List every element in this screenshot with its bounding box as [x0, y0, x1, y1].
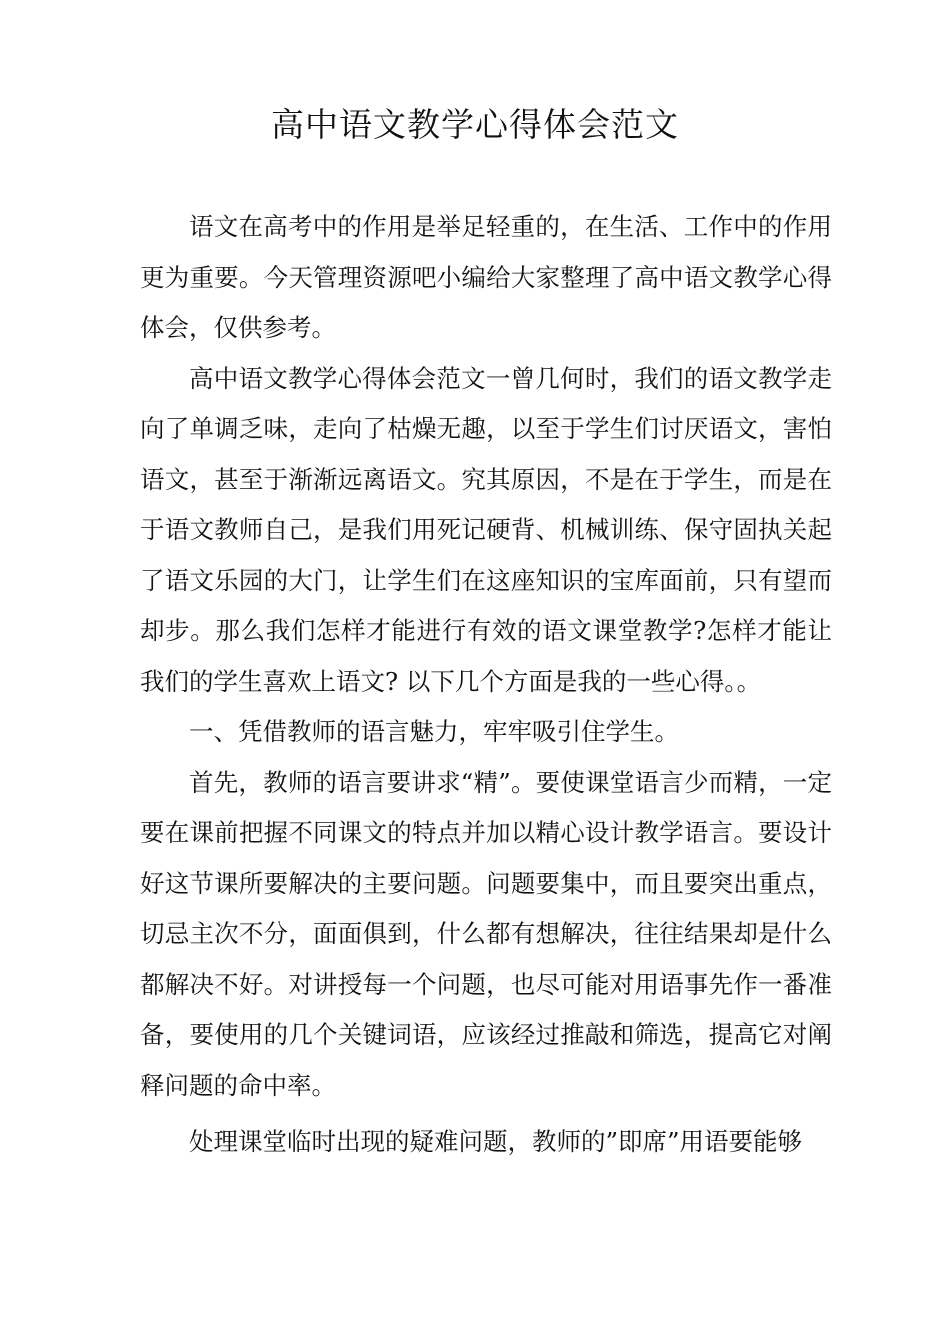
paragraph-language-precision: 首先，教师的语言要讲求“精”。要使课堂语言少而精，一定要在课前把握不同课文的特点并加以精心设计教学语言。要设计好这节课所要解决的主要问题。问题要集中，而且要突出重点，切忌主次不分，面面俱到，什么都有想解决，往往结果却是什么都解决不好。对讲授每一个问题，也尽可能对用语事先作一番准备，要使用的几个关键词语，应该经过推敲和筛选，提高它对阐释问题的命中率。	[140, 767, 832, 1100]
paragraph-essay-opening: 高中语文教学心得体会范文一曾几何时，我们的语文教学走向了单调乏味，走向了枯燥无趣，以至于学生们讨厌语文，害怕语文，甚至于渐渐远离语文。究其原因，不是在于学生，而是在于语文教师自己，是我们用死记硬背、机械训练、保守固执关起了语文乐园的大门，让学生们在这座知识的宝库面前，只有望而却步。那么我们怎样才能进行有效的语文课堂教学?怎样才能让我们的学生喜欢上语文? 以下几个方面是我的一些心得。。	[140, 363, 832, 696]
paragraph-intro: 语文在高考中的作用是举足轻重的，在生活、工作中的作用更为重要。今天管理资源吧小编给大家整理了高中语文教学心得体会，仅供参考。	[140, 212, 832, 342]
document-body	[140, 202, 832, 1168]
document-title: 高中语文教学心得体会范文	[271, 105, 679, 144]
paragraph-impromptu-language: 处理课堂临时出现的疑难问题，教师的”即席”用语要能够	[189, 1127, 803, 1156]
paragraph-section-heading-1: 一、凭借教师的语言魅力，牢牢吸引住学生。	[189, 717, 679, 746]
